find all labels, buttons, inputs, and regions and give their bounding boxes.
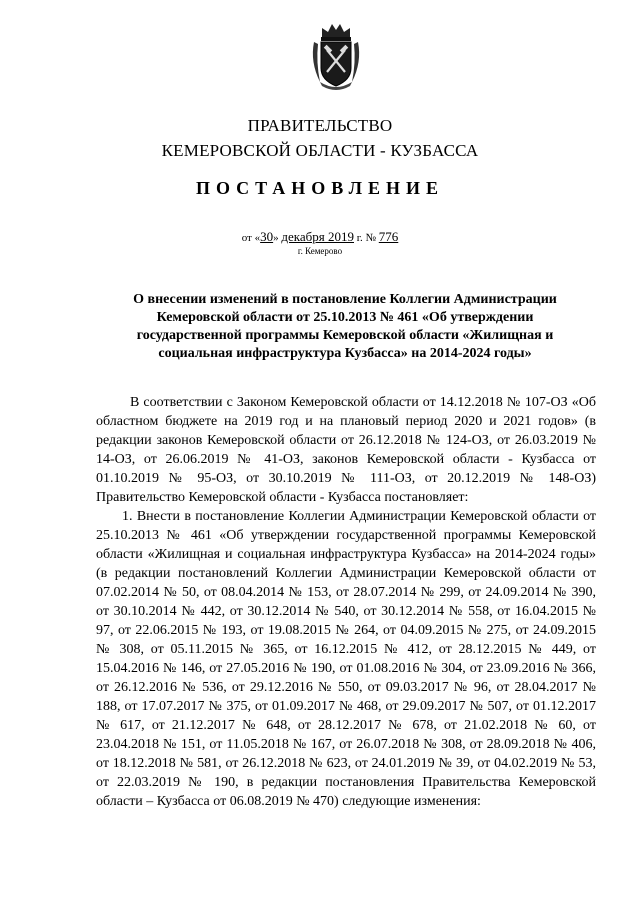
document-title: О внесении изменений в постановление Коллегии Администрации Кемеровской области от 25.10.2013 № 461 «Об утверждении государственной программы Кемеровской области «Жилищная и социальная инфраструктура Кузбасса» на 2014-2024 годы» [133,292,557,361]
date-prefix: от « [241,232,261,244]
kuzbass-coat-of-arms-icon [308,22,364,92]
date-year-suffix: г. № [354,232,379,244]
document-city: г. Кемерово [297,246,343,256]
preamble-paragraph: В соответствии с Законом Кемеровской области от 14.12.2018 № 107-ОЗ «Об областном бюджете на 2019 год и на плановый период 2020 и 2021 годов» (в редакции законов Кемеровской области от 26.12.2018 № 124-ОЗ, от 26.03.2019 № 14-ОЗ, от 26.06.2019 № 41-ОЗ, законов Кемеровской области - Кузбасса от 01.10.2019 № 95-ОЗ, от 30.10.2019 № 111-ОЗ, от 20.12.2019 № 148-ОЗ) Правительство Кемеровской области - Кузбасса постановляет: [96,395,596,505]
document-body [96,393,596,811]
document-number: 776 [378,229,399,244]
date-day: 30 [260,229,274,244]
item-1-paragraph: 1. Внести в постановление Коллегии Администрации Кемеровской области от 25.10.2013 № 461 «Об утверждении государственной программы Кемеровской области «Жилищная и социальная инфраструктура Кузбасса» на 2014-2024 годы» (в редакции постановлений Коллегии Администрации Кемеровской области от 07.02.2014 № 50, от 08.04.2014 № 153, от 28.07.2014 № 299, от 24.09.2014 № 390, от 30.10.2014 № 442, от 30.12.2014 № 540, от 30.12.2014 № 558, от 16.04.2015 № 97, от 22.06.2015 № 193, от 19.08.2015 № 264, от 04.09.2015 № 275, от 24.09.2015 № 308, от 05.11.2015 № 365, от 16.12.2015 № 412, от 28.12.2015 № 449, от 15.04.2016 № 146, от 27.05.2016 № 190, от 01.08.2016 № 304, от 23.09.2016 № 366, от 26.12.2016 № 536, от 29.12.2016 № 550, от 09.03.2017 № 96, от 28.04.2017 № 188, от 17.07.2017 № 375, от 01.09.2017 № 468, от 29.09.2017 № 507, от 01.12.2017 № 617, от 21.12.2017 № 648, от 28.12.2017 № 678, от 21.02.2018 № 60, от 23.04.2018 № 151, от 11.05.2018 № 167, от 26.07.2018 № 308, от 28.09.2018 № 406, от 18.12.2018 № 581, от 26.12.2018 № 623, от 24.01.2019 № 39, от 04.02.2019 № 53, от 22.03.2019 № 190, в редакции постановления Правительства Кемеровской области – Кузбасса от 06.08.2019 № 470) следующие изменения: [96,509,596,809]
date-month-year: декабря 2019 [281,229,354,244]
org-name-line1: ПРАВИТЕЛЬСТВО [247,116,393,135]
date-sep: » [273,232,282,244]
org-name-line2: КЕМЕРОВСКОЙ ОБЛАСТИ - КУЗБАССА [161,141,479,160]
document-type: ПОСТАНОВЛЕНИЕ [195,178,445,198]
document-date-line [0,229,640,245]
